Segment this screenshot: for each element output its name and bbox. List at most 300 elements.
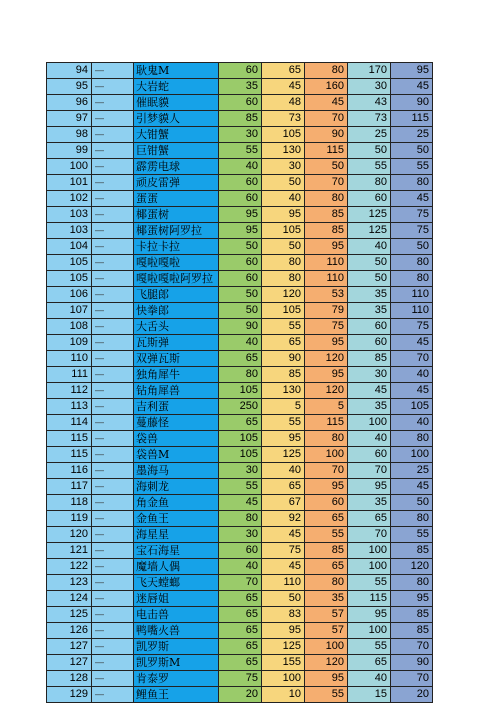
cell-number[interactable]: 110 — [47, 351, 92, 367]
cell-stat-3[interactable]: 95 — [305, 479, 348, 495]
cell-stat-5[interactable]: 85 — [391, 607, 433, 623]
cell-stat-4[interactable]: 100 — [348, 623, 391, 639]
cell-name[interactable]: 袋兽 — [134, 431, 219, 447]
cell-stat-2[interactable]: 95 — [262, 431, 305, 447]
cell-stat-1[interactable]: 30 — [219, 527, 262, 543]
cell-name[interactable]: 嘎啦嘎啦阿罗拉 — [134, 271, 219, 287]
cell-stat-4[interactable]: 65 — [348, 655, 391, 671]
cell-number[interactable]: 103 — [47, 207, 92, 223]
cell-name[interactable]: 金鱼王 — [134, 511, 219, 527]
cell-stat-3[interactable]: 53 — [305, 287, 348, 303]
cell-stat-2[interactable]: 80 — [262, 271, 305, 287]
cell-stat-3[interactable]: 120 — [305, 655, 348, 671]
cell-stat-2[interactable]: 40 — [262, 191, 305, 207]
cell-name[interactable]: 电击兽 — [134, 607, 219, 623]
cell-stat-1[interactable]: 50 — [219, 287, 262, 303]
cell-stat-4[interactable]: 35 — [348, 495, 391, 511]
cell-stat-1[interactable]: 85 — [219, 111, 262, 127]
cell-type[interactable]: — — [92, 127, 134, 143]
cell-stat-5[interactable]: 80 — [391, 255, 433, 271]
cell-name[interactable]: 海刺龙 — [134, 479, 219, 495]
cell-stat-4[interactable]: 60 — [348, 319, 391, 335]
cell-type[interactable]: — — [92, 95, 134, 111]
cell-stat-1[interactable]: 20 — [219, 687, 262, 703]
cell-stat-5[interactable]: 70 — [391, 351, 433, 367]
cell-stat-4[interactable]: 100 — [348, 415, 391, 431]
cell-name[interactable]: 吉利蛋 — [134, 399, 219, 415]
cell-stat-4[interactable]: 70 — [348, 527, 391, 543]
cell-stat-4[interactable]: 35 — [348, 303, 391, 319]
cell-stat-3[interactable]: 95 — [305, 671, 348, 687]
cell-stat-1[interactable]: 105 — [219, 383, 262, 399]
cell-name[interactable]: 迷唇姐 — [134, 591, 219, 607]
cell-name[interactable]: 蛋蛋 — [134, 191, 219, 207]
cell-name[interactable]: 凯罗斯 — [134, 639, 219, 655]
cell-stat-2[interactable]: 45 — [262, 559, 305, 575]
cell-type[interactable]: — — [92, 479, 134, 495]
cell-stat-5[interactable]: 110 — [391, 287, 433, 303]
cell-stat-2[interactable]: 80 — [262, 255, 305, 271]
cell-name[interactable]: 凯罗斯M — [134, 655, 219, 671]
cell-type[interactable]: — — [92, 271, 134, 287]
cell-number[interactable]: 106 — [47, 287, 92, 303]
cell-stat-1[interactable]: 60 — [219, 191, 262, 207]
cell-stat-4[interactable]: 43 — [348, 95, 391, 111]
cell-number[interactable]: 127 — [47, 655, 92, 671]
cell-type[interactable]: — — [92, 143, 134, 159]
cell-stat-1[interactable]: 65 — [219, 415, 262, 431]
cell-number[interactable]: 120 — [47, 527, 92, 543]
cell-stat-3[interactable]: 85 — [305, 543, 348, 559]
cell-stat-2[interactable]: 110 — [262, 575, 305, 591]
cell-stat-4[interactable]: 115 — [348, 591, 391, 607]
cell-stat-5[interactable]: 100 — [391, 447, 433, 463]
cell-stat-2[interactable]: 75 — [262, 543, 305, 559]
cell-type[interactable]: — — [92, 399, 134, 415]
cell-stat-1[interactable]: 40 — [219, 335, 262, 351]
cell-name[interactable]: 魔墙人偶 — [134, 559, 219, 575]
cell-stat-2[interactable]: 120 — [262, 287, 305, 303]
cell-type[interactable]: — — [92, 591, 134, 607]
cell-stat-2[interactable]: 48 — [262, 95, 305, 111]
cell-stat-1[interactable]: 30 — [219, 127, 262, 143]
cell-stat-4[interactable]: 100 — [348, 559, 391, 575]
cell-stat-5[interactable]: 120 — [391, 559, 433, 575]
cell-type[interactable]: — — [92, 655, 134, 671]
cell-stat-2[interactable]: 5 — [262, 399, 305, 415]
cell-number[interactable]: 111 — [47, 367, 92, 383]
cell-type[interactable]: — — [92, 431, 134, 447]
cell-stat-3[interactable]: 115 — [305, 143, 348, 159]
cell-stat-4[interactable]: 35 — [348, 399, 391, 415]
cell-stat-5[interactable]: 80 — [391, 511, 433, 527]
cell-name[interactable]: 顽皮雷弹 — [134, 175, 219, 191]
cell-stat-2[interactable]: 95 — [262, 207, 305, 223]
cell-number[interactable]: 105 — [47, 271, 92, 287]
cell-name[interactable]: 飞腿郎 — [134, 287, 219, 303]
cell-stat-2[interactable]: 30 — [262, 159, 305, 175]
cell-stat-5[interactable]: 55 — [391, 527, 433, 543]
cell-stat-2[interactable]: 95 — [262, 623, 305, 639]
cell-stat-5[interactable]: 45 — [391, 191, 433, 207]
cell-stat-3[interactable]: 75 — [305, 319, 348, 335]
cell-number[interactable]: 109 — [47, 335, 92, 351]
cell-number[interactable]: 128 — [47, 671, 92, 687]
cell-stat-4[interactable]: 25 — [348, 127, 391, 143]
cell-name[interactable]: 袋兽M — [134, 447, 219, 463]
cell-stat-2[interactable]: 92 — [262, 511, 305, 527]
cell-name[interactable]: 耿鬼M — [134, 63, 219, 79]
cell-type[interactable]: — — [92, 607, 134, 623]
cell-stat-4[interactable]: 30 — [348, 367, 391, 383]
cell-stat-5[interactable]: 20 — [391, 687, 433, 703]
cell-stat-5[interactable]: 70 — [391, 639, 433, 655]
cell-stat-1[interactable]: 65 — [219, 639, 262, 655]
cell-stat-5[interactable]: 50 — [391, 143, 433, 159]
cell-stat-5[interactable]: 25 — [391, 463, 433, 479]
cell-stat-2[interactable]: 40 — [262, 463, 305, 479]
cell-stat-5[interactable]: 95 — [391, 591, 433, 607]
cell-name[interactable]: 飞天螳螂 — [134, 575, 219, 591]
cell-stat-3[interactable]: 79 — [305, 303, 348, 319]
cell-stat-5[interactable]: 70 — [391, 671, 433, 687]
cell-name[interactable]: 宝石海星 — [134, 543, 219, 559]
cell-type[interactable]: — — [92, 415, 134, 431]
cell-stat-1[interactable]: 55 — [219, 143, 262, 159]
cell-stat-2[interactable]: 55 — [262, 319, 305, 335]
cell-stat-1[interactable]: 45 — [219, 495, 262, 511]
cell-type[interactable]: — — [92, 191, 134, 207]
cell-number[interactable]: 99 — [47, 143, 92, 159]
cell-name[interactable]: 卡拉卡拉 — [134, 239, 219, 255]
cell-stat-1[interactable]: 90 — [219, 319, 262, 335]
cell-stat-5[interactable]: 75 — [391, 319, 433, 335]
cell-stat-2[interactable]: 105 — [262, 303, 305, 319]
cell-stat-3[interactable]: 70 — [305, 463, 348, 479]
cell-stat-5[interactable]: 50 — [391, 239, 433, 255]
cell-name[interactable]: 快拳郎 — [134, 303, 219, 319]
cell-name[interactable]: 巨钳蟹 — [134, 143, 219, 159]
cell-type[interactable]: — — [92, 463, 134, 479]
cell-number[interactable]: 97 — [47, 111, 92, 127]
cell-type[interactable]: — — [92, 287, 134, 303]
cell-number[interactable]: 102 — [47, 191, 92, 207]
cell-type[interactable]: — — [92, 495, 134, 511]
cell-stat-1[interactable]: 50 — [219, 303, 262, 319]
cell-stat-5[interactable]: 80 — [391, 431, 433, 447]
cell-stat-3[interactable]: 120 — [305, 383, 348, 399]
cell-type[interactable]: — — [92, 623, 134, 639]
cell-stat-5[interactable]: 80 — [391, 271, 433, 287]
cell-type[interactable]: — — [92, 79, 134, 95]
cell-number[interactable]: 104 — [47, 239, 92, 255]
cell-number[interactable]: 115 — [47, 447, 92, 463]
cell-stat-5[interactable]: 75 — [391, 223, 433, 239]
cell-stat-1[interactable]: 60 — [219, 543, 262, 559]
cell-stat-2[interactable]: 73 — [262, 111, 305, 127]
cell-stat-4[interactable]: 80 — [348, 175, 391, 191]
cell-number[interactable]: 121 — [47, 543, 92, 559]
cell-number[interactable]: 105 — [47, 255, 92, 271]
cell-stat-4[interactable]: 125 — [348, 207, 391, 223]
cell-stat-4[interactable]: 50 — [348, 255, 391, 271]
cell-stat-3[interactable]: 80 — [305, 63, 348, 79]
cell-name[interactable]: 椰蛋树阿罗拉 — [134, 223, 219, 239]
cell-stat-1[interactable]: 65 — [219, 655, 262, 671]
cell-stat-5[interactable]: 85 — [391, 543, 433, 559]
cell-stat-1[interactable]: 60 — [219, 63, 262, 79]
cell-stat-1[interactable]: 105 — [219, 431, 262, 447]
cell-type[interactable]: — — [92, 207, 134, 223]
cell-number[interactable]: 103 — [47, 223, 92, 239]
cell-stat-5[interactable]: 80 — [391, 575, 433, 591]
cell-stat-4[interactable]: 30 — [348, 79, 391, 95]
cell-stat-5[interactable]: 80 — [391, 175, 433, 191]
cell-name[interactable]: 催眠貘 — [134, 95, 219, 111]
cell-stat-1[interactable]: 75 — [219, 671, 262, 687]
cell-stat-4[interactable]: 55 — [348, 575, 391, 591]
cell-stat-2[interactable]: 10 — [262, 687, 305, 703]
cell-type[interactable]: — — [92, 111, 134, 127]
cell-type[interactable]: — — [92, 447, 134, 463]
cell-name[interactable]: 大岩蛇 — [134, 79, 219, 95]
cell-stat-3[interactable]: 55 — [305, 687, 348, 703]
cell-type[interactable]: — — [92, 575, 134, 591]
cell-number[interactable]: 107 — [47, 303, 92, 319]
cell-stat-1[interactable]: 60 — [219, 271, 262, 287]
cell-type[interactable]: — — [92, 543, 134, 559]
cell-type[interactable]: — — [92, 175, 134, 191]
cell-stat-3[interactable]: 95 — [305, 367, 348, 383]
cell-stat-2[interactable]: 50 — [262, 591, 305, 607]
cell-name[interactable]: 瓦斯弹 — [134, 335, 219, 351]
cell-stat-2[interactable]: 67 — [262, 495, 305, 511]
cell-stat-4[interactable]: 60 — [348, 191, 391, 207]
cell-stat-3[interactable]: 55 — [305, 527, 348, 543]
cell-type[interactable]: — — [92, 223, 134, 239]
cell-stat-2[interactable]: 125 — [262, 447, 305, 463]
cell-stat-4[interactable]: 35 — [348, 287, 391, 303]
cell-type[interactable]: — — [92, 687, 134, 703]
cell-number[interactable]: 115 — [47, 431, 92, 447]
cell-stat-3[interactable]: 57 — [305, 607, 348, 623]
cell-number[interactable]: 94 — [47, 63, 92, 79]
cell-name[interactable]: 大舌头 — [134, 319, 219, 335]
cell-type[interactable]: — — [92, 527, 134, 543]
cell-stat-4[interactable]: 40 — [348, 671, 391, 687]
cell-stat-2[interactable]: 65 — [262, 63, 305, 79]
cell-stat-2[interactable]: 55 — [262, 415, 305, 431]
cell-type[interactable]: — — [92, 319, 134, 335]
cell-stat-5[interactable]: 110 — [391, 303, 433, 319]
cell-stat-3[interactable]: 90 — [305, 127, 348, 143]
cell-stat-3[interactable]: 45 — [305, 95, 348, 111]
cell-stat-5[interactable]: 25 — [391, 127, 433, 143]
cell-stat-1[interactable]: 250 — [219, 399, 262, 415]
cell-number[interactable]: 113 — [47, 399, 92, 415]
cell-stat-1[interactable]: 65 — [219, 351, 262, 367]
cell-name[interactable]: 墨海马 — [134, 463, 219, 479]
cell-stat-3[interactable]: 80 — [305, 575, 348, 591]
cell-type[interactable]: — — [92, 511, 134, 527]
cell-stat-2[interactable]: 65 — [262, 479, 305, 495]
cell-stat-4[interactable]: 40 — [348, 431, 391, 447]
cell-stat-1[interactable]: 80 — [219, 367, 262, 383]
cell-stat-3[interactable]: 115 — [305, 415, 348, 431]
cell-stat-1[interactable]: 40 — [219, 559, 262, 575]
cell-stat-2[interactable]: 85 — [262, 367, 305, 383]
cell-stat-1[interactable]: 65 — [219, 607, 262, 623]
cell-stat-3[interactable]: 95 — [305, 239, 348, 255]
cell-stat-3[interactable]: 80 — [305, 191, 348, 207]
cell-stat-4[interactable]: 170 — [348, 63, 391, 79]
cell-stat-3[interactable]: 110 — [305, 255, 348, 271]
cell-number[interactable]: 124 — [47, 591, 92, 607]
cell-stat-5[interactable]: 75 — [391, 207, 433, 223]
cell-stat-1[interactable]: 60 — [219, 255, 262, 271]
cell-stat-4[interactable]: 85 — [348, 351, 391, 367]
cell-stat-4[interactable]: 60 — [348, 335, 391, 351]
cell-stat-5[interactable]: 95 — [391, 63, 433, 79]
cell-stat-1[interactable]: 60 — [219, 175, 262, 191]
cell-stat-1[interactable]: 65 — [219, 591, 262, 607]
cell-stat-3[interactable]: 100 — [305, 447, 348, 463]
cell-type[interactable]: — — [92, 239, 134, 255]
cell-stat-5[interactable]: 50 — [391, 495, 433, 511]
cell-number[interactable]: 123 — [47, 575, 92, 591]
cell-stat-3[interactable]: 100 — [305, 639, 348, 655]
cell-stat-1[interactable]: 30 — [219, 463, 262, 479]
cell-stat-1[interactable]: 35 — [219, 79, 262, 95]
cell-number[interactable]: 96 — [47, 95, 92, 111]
cell-stat-2[interactable]: 50 — [262, 239, 305, 255]
cell-stat-4[interactable]: 125 — [348, 223, 391, 239]
cell-number[interactable]: 127 — [47, 639, 92, 655]
cell-number[interactable]: 98 — [47, 127, 92, 143]
cell-number[interactable]: 114 — [47, 415, 92, 431]
cell-stat-1[interactable]: 50 — [219, 239, 262, 255]
cell-number[interactable]: 112 — [47, 383, 92, 399]
cell-number[interactable]: 117 — [47, 479, 92, 495]
cell-stat-2[interactable]: 90 — [262, 351, 305, 367]
cell-stat-4[interactable]: 60 — [348, 447, 391, 463]
cell-stat-3[interactable]: 35 — [305, 591, 348, 607]
cell-type[interactable]: — — [92, 335, 134, 351]
cell-stat-3[interactable]: 120 — [305, 351, 348, 367]
cell-stat-3[interactable]: 65 — [305, 511, 348, 527]
cell-name[interactable]: 鲤鱼王 — [134, 687, 219, 703]
cell-stat-4[interactable]: 55 — [348, 639, 391, 655]
cell-stat-4[interactable]: 40 — [348, 239, 391, 255]
cell-stat-2[interactable]: 125 — [262, 639, 305, 655]
cell-stat-5[interactable]: 40 — [391, 367, 433, 383]
cell-stat-3[interactable]: 50 — [305, 159, 348, 175]
cell-stat-1[interactable]: 55 — [219, 479, 262, 495]
cell-stat-5[interactable]: 40 — [391, 415, 433, 431]
cell-type[interactable]: — — [92, 671, 134, 687]
cell-stat-3[interactable]: 70 — [305, 111, 348, 127]
cell-stat-2[interactable]: 100 — [262, 671, 305, 687]
cell-stat-1[interactable]: 95 — [219, 223, 262, 239]
cell-stat-2[interactable]: 45 — [262, 527, 305, 543]
cell-stat-3[interactable]: 110 — [305, 271, 348, 287]
cell-stat-5[interactable]: 45 — [391, 383, 433, 399]
cell-stat-3[interactable]: 95 — [305, 335, 348, 351]
cell-stat-2[interactable]: 83 — [262, 607, 305, 623]
cell-stat-2[interactable]: 130 — [262, 143, 305, 159]
cell-stat-4[interactable]: 73 — [348, 111, 391, 127]
cell-name[interactable]: 霹雳电球 — [134, 159, 219, 175]
cell-name[interactable]: 双弹瓦斯 — [134, 351, 219, 367]
cell-stat-4[interactable]: 45 — [348, 383, 391, 399]
cell-stat-5[interactable]: 55 — [391, 159, 433, 175]
cell-stat-4[interactable]: 100 — [348, 543, 391, 559]
cell-stat-5[interactable]: 85 — [391, 623, 433, 639]
cell-stat-2[interactable]: 130 — [262, 383, 305, 399]
cell-name[interactable]: 肯泰罗 — [134, 671, 219, 687]
cell-number[interactable]: 108 — [47, 319, 92, 335]
cell-stat-5[interactable]: 115 — [391, 111, 433, 127]
cell-stat-3[interactable]: 85 — [305, 223, 348, 239]
cell-stat-2[interactable]: 50 — [262, 175, 305, 191]
cell-stat-4[interactable]: 50 — [348, 271, 391, 287]
cell-stat-5[interactable]: 105 — [391, 399, 433, 415]
cell-stat-4[interactable]: 65 — [348, 511, 391, 527]
cell-stat-3[interactable]: 57 — [305, 623, 348, 639]
cell-stat-1[interactable]: 105 — [219, 447, 262, 463]
cell-name[interactable]: 角金鱼 — [134, 495, 219, 511]
cell-stat-3[interactable]: 80 — [305, 431, 348, 447]
cell-stat-4[interactable]: 15 — [348, 687, 391, 703]
cell-stat-3[interactable]: 5 — [305, 399, 348, 415]
cell-stat-4[interactable]: 50 — [348, 143, 391, 159]
cell-name[interactable]: 海星星 — [134, 527, 219, 543]
cell-name[interactable]: 鸭嘴火兽 — [134, 623, 219, 639]
cell-stat-5[interactable]: 45 — [391, 479, 433, 495]
cell-type[interactable]: — — [92, 255, 134, 271]
cell-stat-1[interactable]: 95 — [219, 207, 262, 223]
cell-number[interactable]: 122 — [47, 559, 92, 575]
cell-stat-2[interactable]: 65 — [262, 335, 305, 351]
cell-type[interactable]: — — [92, 559, 134, 575]
cell-type[interactable]: — — [92, 639, 134, 655]
cell-number[interactable]: 101 — [47, 175, 92, 191]
cell-stat-2[interactable]: 105 — [262, 223, 305, 239]
cell-stat-3[interactable]: 70 — [305, 175, 348, 191]
cell-stat-1[interactable]: 65 — [219, 623, 262, 639]
cell-number[interactable]: 125 — [47, 607, 92, 623]
cell-type[interactable]: — — [92, 383, 134, 399]
cell-stat-3[interactable]: 160 — [305, 79, 348, 95]
cell-name[interactable]: 椰蛋树 — [134, 207, 219, 223]
cell-stat-2[interactable]: 105 — [262, 127, 305, 143]
cell-number[interactable]: 95 — [47, 79, 92, 95]
cell-stat-5[interactable]: 45 — [391, 335, 433, 351]
cell-number[interactable]: 126 — [47, 623, 92, 639]
cell-stat-4[interactable]: 55 — [348, 159, 391, 175]
cell-name[interactable]: 钻角犀兽 — [134, 383, 219, 399]
cell-stat-5[interactable]: 90 — [391, 95, 433, 111]
cell-name[interactable]: 嘎啦嘎啦 — [134, 255, 219, 271]
cell-stat-1[interactable]: 40 — [219, 159, 262, 175]
cell-stat-3[interactable]: 85 — [305, 207, 348, 223]
cell-name[interactable]: 独角犀牛 — [134, 367, 219, 383]
cell-stat-4[interactable]: 95 — [348, 607, 391, 623]
cell-stat-4[interactable]: 95 — [348, 479, 391, 495]
cell-number[interactable]: 100 — [47, 159, 92, 175]
cell-number[interactable]: 119 — [47, 511, 92, 527]
cell-stat-3[interactable]: 60 — [305, 495, 348, 511]
